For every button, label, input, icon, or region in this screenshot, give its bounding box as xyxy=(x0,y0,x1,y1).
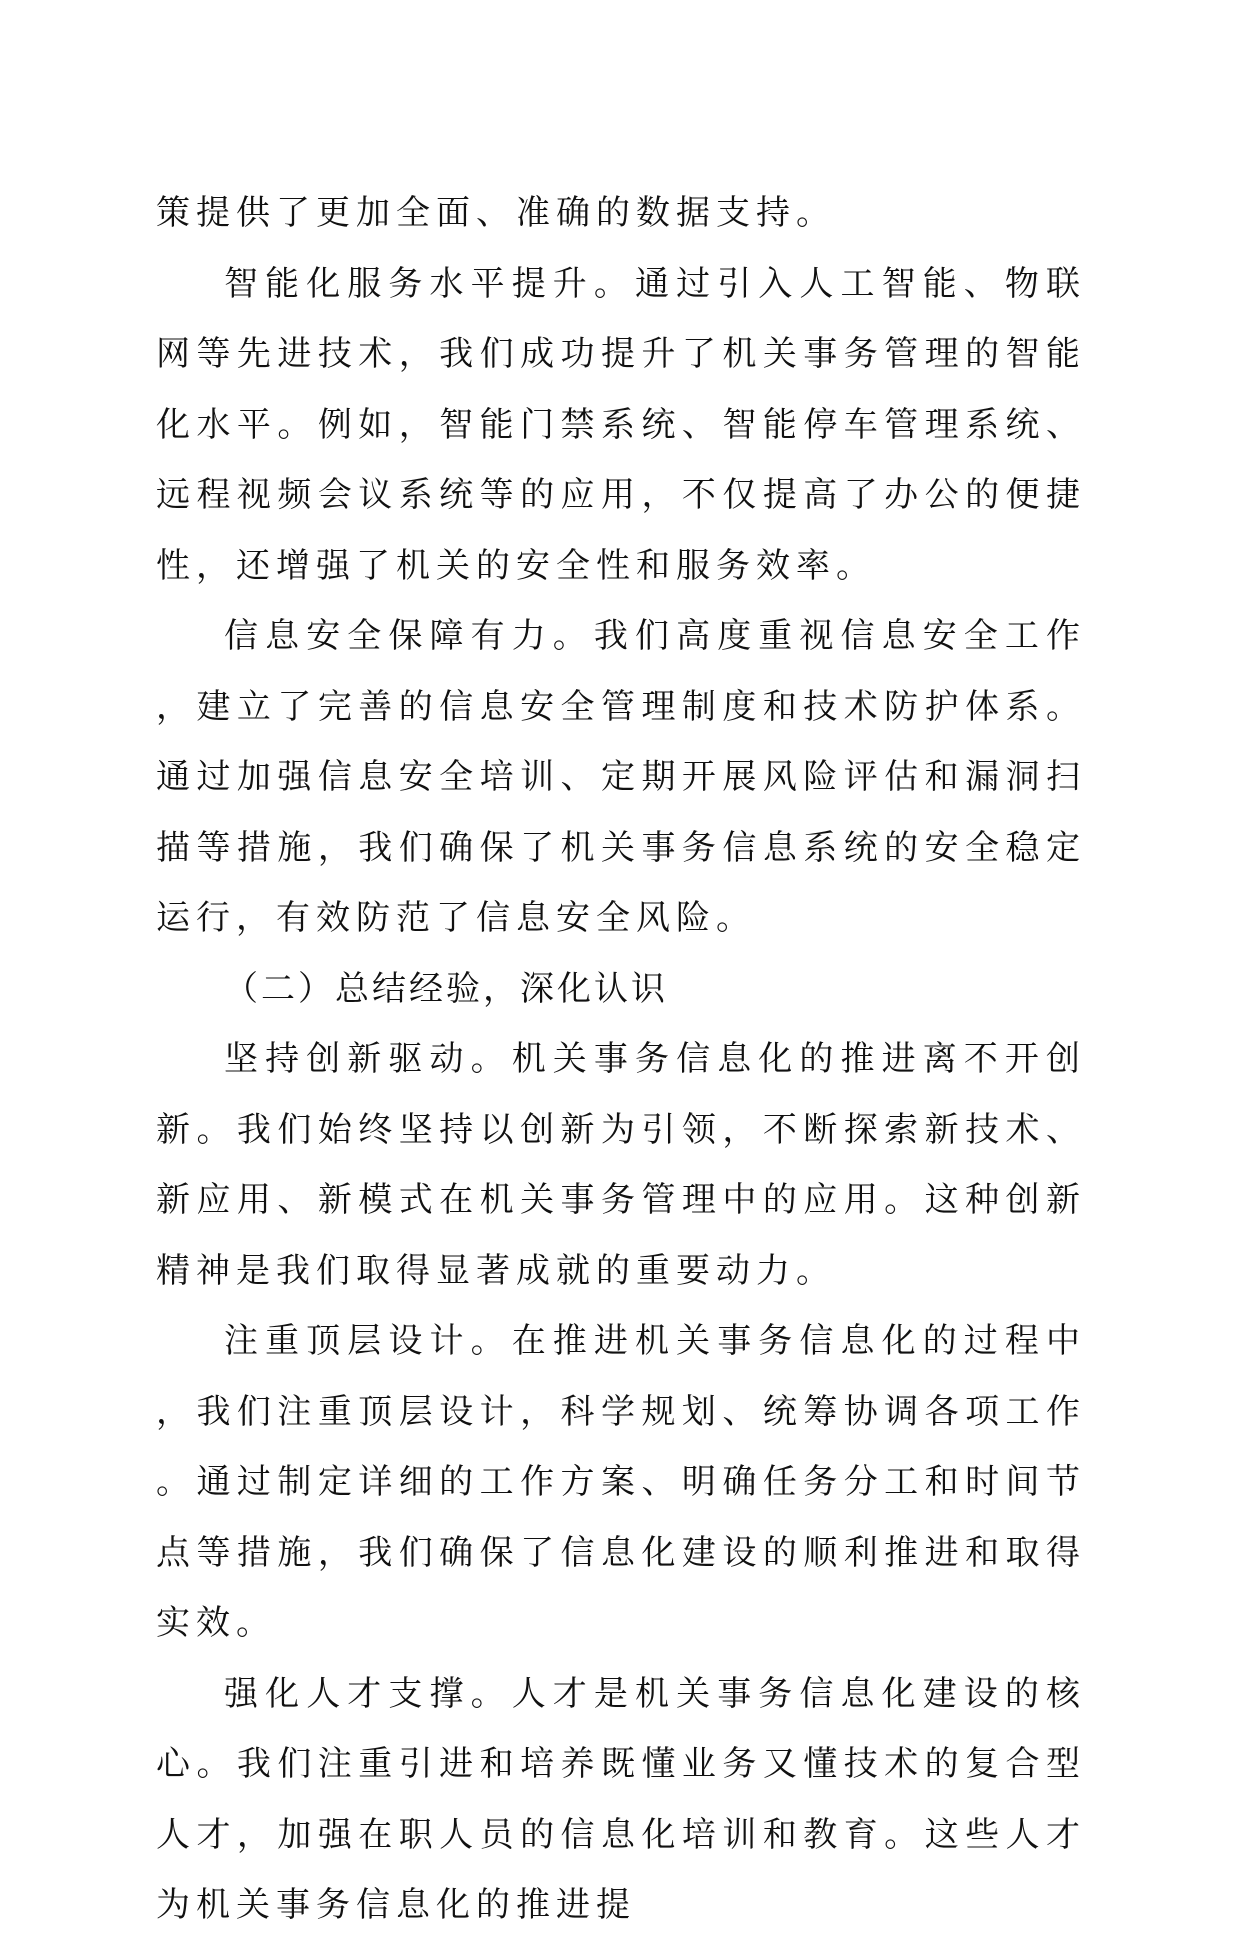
document-body xyxy=(156,178,1086,1941)
paragraph-innovation: 坚持创新驱动。机关事务信息化的推进离不开创新。我们始终坚持以创新为引领，不断探索新技术、新应用、新模式在机关事务管理中的应用。这种创新精神是我们取得显著成就的重要动力。 xyxy=(156,1039,1086,1291)
paragraph-continued: 策提供了更加全面、准确的数据支持。 xyxy=(156,193,836,233)
paragraph-intelligent-service: 智能化服务水平提升。通过引入人工智能、物联网等先进技术，我们成功提升了机关事务管理的智能化水平。例如，智能门禁系统、智能停车管理系统、远程视频会议系统等的应用，不仅提高了办公的便捷性，还增强了机关的安全性和服务效率。 xyxy=(156,263,1086,586)
paragraph-information-security: 信息安全保障有力。我们高度重视信息安全工作，建立了完善的信息安全管理制度和技术防护体系。通过加强信息安全培训、定期开展风险评估和漏洞扫描等措施，我们确保了机关事务信息系统的安全稳定运行，有效防范了信息安全风险。 xyxy=(156,616,1086,938)
paragraph-top-level-design: 注重顶层设计。在推进机关事务信息化的过程中，我们注重顶层设计，科学规划、统筹协调各项工作。通过制定详细的工作方案、明确任务分工和时间节点等措施，我们确保了信息化建设的顺利推进和取得实效。 xyxy=(156,1321,1086,1643)
section-heading: （二）总结经验，深化认识 xyxy=(224,968,668,1009)
paragraph-talent-support: 强化人才支撑。人才是机关事务信息化建设的核心。我们注重引进和培养既懂业务又懂技术的复合型人才，加强在职人员的信息化培训和教育。这些人才为机关事务信息化的推进提 xyxy=(156,1673,1086,1925)
